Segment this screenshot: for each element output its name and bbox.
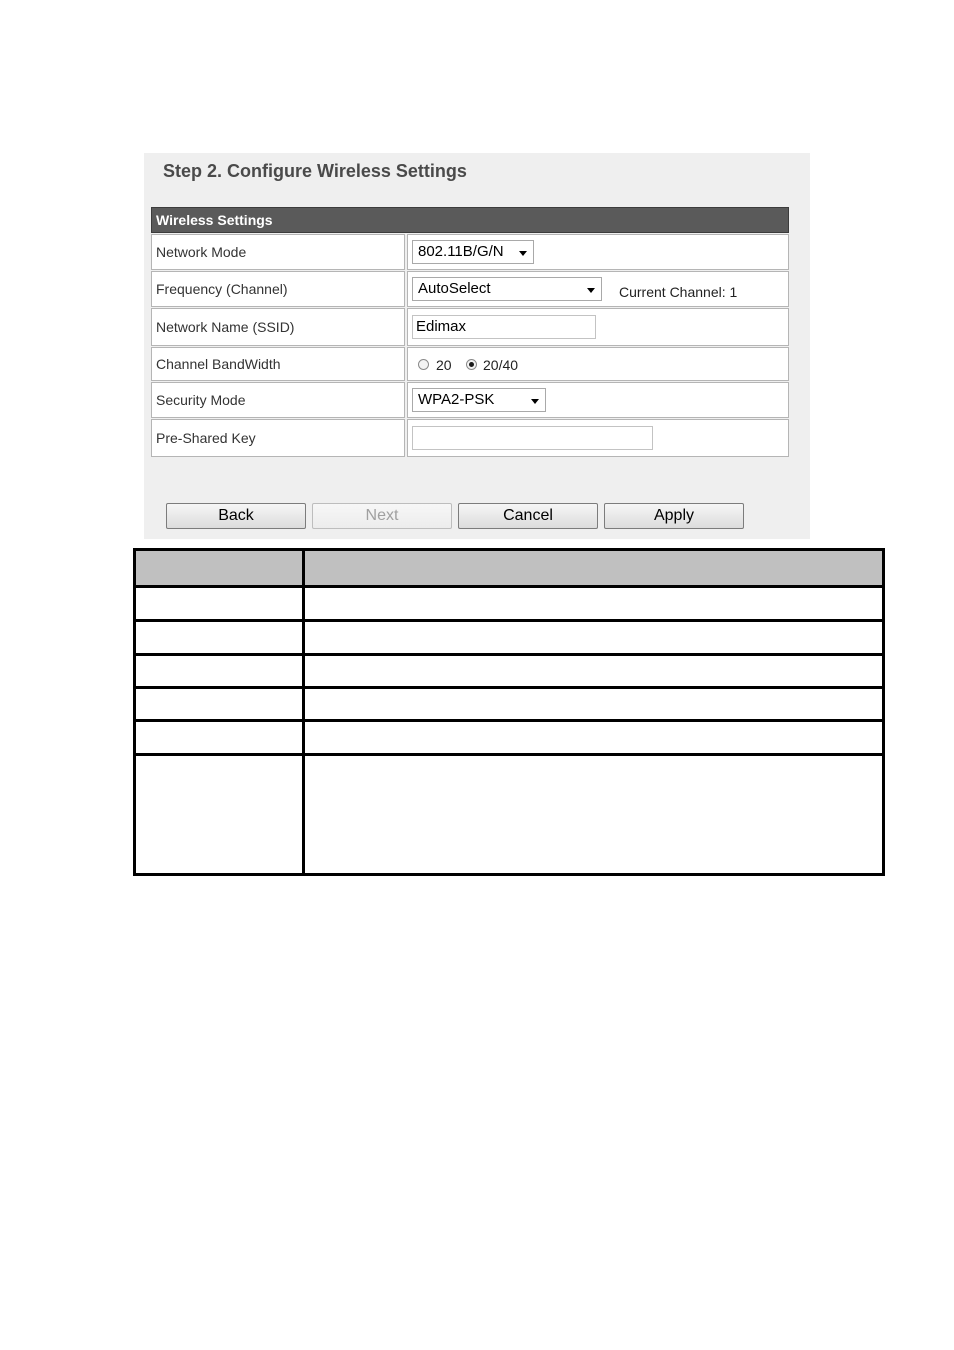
table-cell	[305, 722, 882, 753]
chevron-down-icon	[531, 399, 539, 404]
table-row	[136, 656, 882, 689]
security-mode-row	[151, 382, 789, 418]
next-button[interactable]: Next	[312, 503, 452, 529]
table-header-row	[136, 551, 882, 588]
bandwidth-cell	[407, 347, 789, 381]
bandwidth-20-radio[interactable]	[418, 359, 429, 370]
table-row	[136, 722, 882, 756]
table-cell	[305, 689, 882, 719]
psk-cell	[407, 419, 789, 457]
table-cell	[136, 689, 305, 719]
table-cell	[305, 622, 882, 653]
security-mode-label: Security Mode	[151, 382, 405, 418]
psk-row	[151, 419, 789, 457]
apply-button[interactable]: Apply	[604, 503, 744, 529]
bandwidth-20-label: 20	[436, 357, 452, 373]
bandwidth-row	[151, 347, 789, 381]
current-channel-text: Current Channel: 1	[619, 284, 738, 300]
table-cell	[136, 588, 305, 619]
network-mode-row	[151, 234, 789, 270]
psk-input[interactable]	[412, 426, 653, 450]
network-mode-select[interactable]	[412, 240, 534, 264]
table-header-cell	[136, 551, 305, 585]
table-cell	[136, 756, 305, 873]
psk-label: Pre-Shared Key	[151, 419, 405, 457]
section-header: Wireless Settings	[151, 207, 789, 233]
chevron-down-icon	[587, 288, 595, 293]
frequency-select[interactable]	[412, 277, 602, 301]
table-cell	[305, 756, 882, 873]
security-mode-value: WPA2-PSK	[418, 391, 495, 408]
description-table	[133, 548, 885, 876]
table-cell	[136, 622, 305, 653]
ssid-label: Network Name (SSID)	[151, 308, 405, 346]
network-mode-cell	[407, 234, 789, 270]
table-cell	[305, 588, 882, 619]
wizard-panel	[144, 153, 810, 539]
security-mode-cell	[407, 382, 789, 418]
network-mode-value: 802.11B/G/N	[418, 243, 504, 260]
security-mode-select[interactable]	[412, 388, 546, 412]
bandwidth-2040-radio[interactable]	[466, 359, 477, 370]
network-mode-label: Network Mode	[151, 234, 405, 270]
frequency-value: AutoSelect	[418, 280, 491, 297]
table-cell	[305, 656, 882, 686]
back-button[interactable]: Back	[166, 503, 306, 529]
table-cell	[136, 656, 305, 686]
bandwidth-2040-label: 20/40	[483, 357, 519, 373]
table-row	[136, 756, 882, 873]
ssid-cell	[407, 308, 789, 346]
frequency-label: Frequency (Channel)	[151, 271, 405, 307]
table-row	[136, 622, 882, 656]
frequency-row	[151, 271, 789, 307]
table-row	[136, 588, 882, 622]
table-cell	[136, 722, 305, 753]
bandwidth-label: Channel BandWidth	[151, 347, 405, 381]
chevron-down-icon	[519, 251, 527, 256]
cancel-button[interactable]: Cancel	[458, 503, 598, 529]
ssid-input[interactable]: Edimax	[412, 315, 596, 339]
table-header-cell	[305, 551, 882, 585]
ssid-row	[151, 308, 789, 346]
step-title: Step 2. Configure Wireless Settings	[163, 161, 467, 181]
table-row	[136, 689, 882, 722]
frequency-cell	[407, 271, 789, 307]
